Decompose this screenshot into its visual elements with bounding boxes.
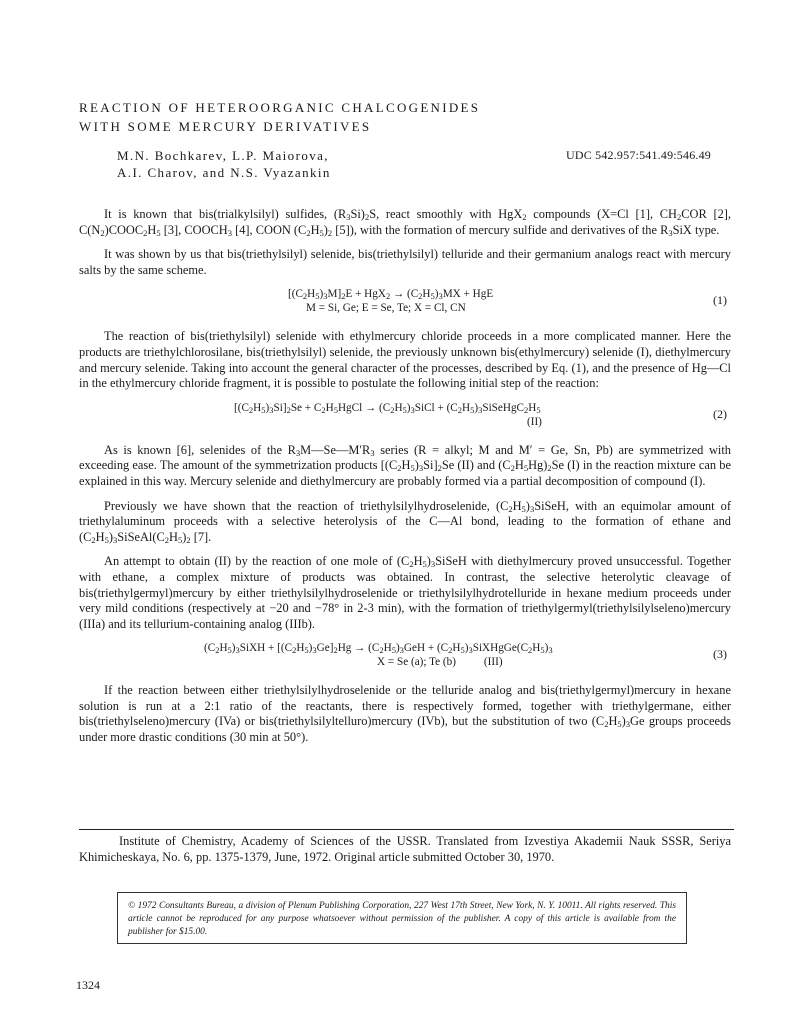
paragraph-7: If the reaction between either triethylsilylhydroselenide or the telluride analog and bis(triethylgermyl)mercury in hexane solution is run at a 2:1 ratio of the reactants, there is respectively formed, together with triethylgermane, either bis(triethylseleno)mercury (IVa) or bis(triethylsilyltelluro)mercury (IVb), but the substitution of two $(C_2H_5)_3Ge$ groups proceeds under more drastic conditions (30 min at 50°). bbox=[79, 683, 731, 745]
author-list bbox=[117, 147, 447, 181]
paragraph-4: As is known [6], selenides of the $R_3M—Se—M'R_3$ series (R = alkyl; M and M′ = Ge, Sn, Pb) are symmetrized with exceeding ease. The amount of the symmetrization products $[(C_2H_5)_3Si]_2Se$ (II) and $(C_2H_5Hg)_2Se$ (I) in the reaction mixture can be explained in this way. Mercury selenide and diethylmercury are probably formed via a partial decomposition of compound (I). bbox=[79, 442, 731, 488]
article-body bbox=[79, 207, 731, 755]
equation-2-label: (II) bbox=[527, 415, 542, 428]
paragraph-3: The reaction of bis(triethylsilyl) selenide with ethylmercury chloride proceeds in a more complicated manner. Here the products are triethylchlorosilane, bis(triethylsilyl) selenide, the previously unknown bis(ethylmercury) selenide (I), diethylmercury and mercury selenide. Taking into account the general character of the processes, described by Eq. (1), and the presence of Hg—Cl in the ethylmercury chloride fragment, it is possible to postulate the following initial step of the reaction: bbox=[79, 329, 731, 391]
authors-line-1: M.N. Bochkarev, L.P. Maiorova, bbox=[117, 148, 329, 163]
paragraph-1: It is known that bis(trialkylsilyl) sulfides, $(R_3Si)_2S$, react smoothly with HgX$_2$ compounds (X=Cl [1], $CH_2COR$ [2], $C(N_2)COOC_2H_5$ [3], $COOCH_3$ [4], COON $(C_2H_5)_2$ [5]), with the formation of mercury sulfide and derivatives of the $R_3SiX$ type. bbox=[79, 207, 731, 238]
equation-3-number: (3) bbox=[713, 647, 727, 662]
title-line-1: REACTION OF HETEROORGANIC CHALCOGENIDES bbox=[79, 100, 481, 115]
page-number: 1324 bbox=[76, 978, 100, 992]
equation-1: $[(C_2H_5)_3M]_2E + HgX_2 \to (C_2H_5)_3MX$ + HgE M = Si, Ge; E = Se, Te; X = Cl, CN (1) bbox=[288, 288, 727, 315]
paragraph-2: It was shown by us that bis(triethylsilyl) selenide, bis(triethylsilyl) telluride and their germanium analogs react with mercury salts by the same scheme. bbox=[79, 247, 731, 277]
authors-line-2: A.I. Charov, and N.S. Vyazankin bbox=[117, 165, 331, 180]
affiliation-note: Institute of Chemistry, Academy of Sciences of the USSR. Translated from Izvestiya Akademii Nauk SSSR, Seriya Khimicheskaya, No. 6, pp. 1375-1379, June, 1972. Original article submitted October 30, 1970. bbox=[79, 834, 731, 864]
article-title bbox=[79, 98, 719, 136]
equation-3: $(C_2H_5)_3SiXH + [(C_2H_5)_3Ge]_2Hg \to (C_2H_5)_3GeH$ + $(C_2H_5)_3SiXHgGe(C_2H_5)_3$ X = Se (a); Te (b) (III) (3) bbox=[204, 642, 727, 669]
paragraph-5: Previously we have shown that the reaction of triethylsilylhydroselenide, $(C_2H_5)_3SiSeH$, with an equimolar amount of triethylaluminum proceeds with a selective heterolysis of the C—Al bond, leading to the formation of ethane and $(C_2H_5)_3SiSeAl(C_2H_5)_2$ [7]. bbox=[79, 498, 732, 545]
paragraph-6: An attempt to obtain (II) by the reaction of one mole of $(C_2H_5)_3SiSeH$ with diethylmercury proved unsuccessful. Together with ethane, a complex mixture of products was obtained. In contrast, the selective heterolytic cleavage of bis(triethylgermyl)mercury by either triethylsilylhydroselenide or triethylsilylhydrotelluride in hexane medium proceeds under very mild conditions (respectively at −20 and −78° in 2-3 min), with the formation of triethylgermyl(triethylsilylseleno)mercury (IIIa) and its tellurium-containing analog (IIIb). bbox=[79, 554, 731, 631]
footnote-divider bbox=[79, 829, 734, 830]
equation-2-number: (2) bbox=[713, 406, 727, 421]
copyright-notice: © 1972 Consultants Bureau, a division of Plenum Publishing Corporation, 227 West 17th Street, New York, N. Y. 10011. All rights reserved. This article cannot be reproduced for any purpose whatsoever without permission of the publisher. A copy of this article is available from the publisher for $15.00. bbox=[117, 892, 687, 944]
equation-1-number: (1) bbox=[713, 293, 727, 308]
equation-2: $[(C_2H_5)_3Si]_2Se$ + $C_2H_5HgCl$ → $(C_2H_5)_3SiCl$ + $(C_2H_5)_3SiSeHgC_2H_5$ (II) (2) bbox=[79, 401, 731, 429]
equation-3-label: (III) bbox=[483, 656, 503, 669]
title-line-2: WITH SOME MERCURY DERIVATIVES bbox=[79, 119, 372, 134]
udc-code: UDC 542.957:541.49:546.49 bbox=[566, 148, 712, 162]
